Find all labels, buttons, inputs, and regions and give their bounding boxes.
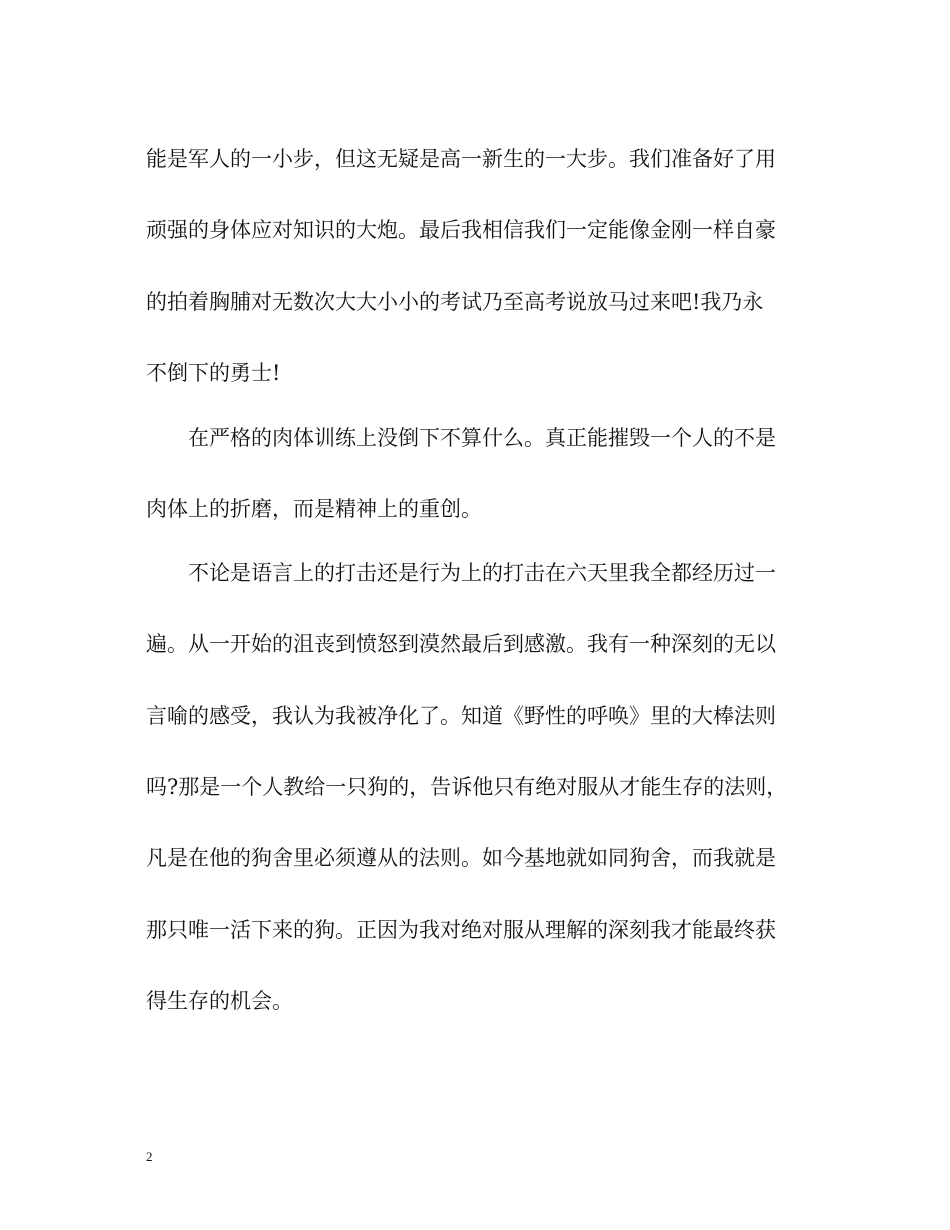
text-line: 能是军人的一小步，但这无疑是高一新生的一大步。我们准备好了用: [146, 147, 776, 171]
paragraph-first-line: 不论是语言上的打击还是行为上的打击在六天里我全都经历过一: [188, 561, 776, 585]
text-line: 得生存的机会。: [146, 989, 293, 1013]
text-line: 那只唯一活下来的狗。正因为我对绝对服从理解的深刻我才能最终获: [146, 918, 776, 942]
text-line: 的拍着胸脯对无数次大大小小的考试乃至高考说放马过来吧!我乃永: [146, 290, 764, 314]
text-line: 凡是在他的狗舍里必须遵从的法则。如今基地就如同狗舍，而我就是: [146, 846, 776, 870]
text-line: 肉体上的折磨，而是精神上的重创。: [146, 497, 482, 521]
text-line: 不倒下的勇士!: [146, 361, 281, 385]
text-line: 顽强的身体应对知识的大炮。最后我相信我们一定能像金刚一样自豪: [146, 218, 776, 242]
text-line: 遍。从一开始的沮丧到愤怒到漠然最后到感激。我有一种深刻的无以: [146, 632, 776, 656]
text-line: 吗?那是一个人教给一只狗的，告诉他只有绝对服从才能生存的法则，: [146, 775, 788, 799]
text-line: 言喻的感受，我认为我被净化了。知道《野性的呼唤》里的大棒法则: [146, 704, 776, 728]
paragraph-first-line: 在严格的肉体训练上没倒下不算什么。真正能摧毁一个人的不是: [188, 426, 776, 450]
page-number: 2: [146, 1149, 153, 1164]
